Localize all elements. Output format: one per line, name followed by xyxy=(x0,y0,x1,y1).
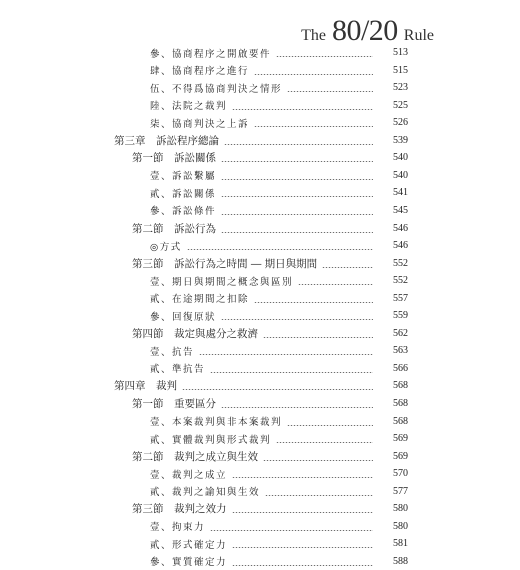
toc-entry-label: 貳、裁判之諭知與生效 xyxy=(150,487,261,499)
toc-subsection-entry xyxy=(0,483,520,500)
toc-subsection-entry xyxy=(0,237,520,254)
toc-dot-leader xyxy=(287,425,373,426)
toc-entry-label: 參、訴訟條件 xyxy=(150,206,217,218)
toc-subsection-entry xyxy=(0,518,520,535)
toc-entry-label: 貳、在途期間之扣除 xyxy=(150,294,250,306)
toc-page-number: 523 xyxy=(393,82,408,94)
toc-dot-leader xyxy=(210,372,373,373)
toc-page-number: 540 xyxy=(393,152,408,164)
toc-dot-leader xyxy=(263,460,373,461)
toc-dot-leader xyxy=(254,74,373,75)
toc-page-number: 566 xyxy=(393,362,408,374)
toc-page-number: 559 xyxy=(393,310,408,322)
toc-dot-leader xyxy=(232,512,373,513)
toc-page-number: 552 xyxy=(393,257,408,269)
logo-the: The xyxy=(301,27,326,44)
toc-entry-label: 第四節 裁定與處分之救濟 xyxy=(132,327,258,340)
toc-dot-leader xyxy=(210,530,373,531)
toc-dot-leader xyxy=(221,179,373,180)
toc-page-number: 515 xyxy=(393,64,408,76)
toc-dot-leader xyxy=(221,407,373,408)
toc-dot-leader xyxy=(254,302,373,303)
toc-entry-label: 參、協商程序之開啟要件 xyxy=(150,48,272,60)
toc-section-entry xyxy=(0,149,520,166)
toc-page-number: 588 xyxy=(393,555,408,567)
toc-dot-leader xyxy=(263,337,373,338)
toc-page-number: 563 xyxy=(393,345,408,357)
toc-entry-label: 第一節 重要區分 xyxy=(132,398,216,410)
logo-number: 80/20 xyxy=(331,14,398,47)
toc-page-number: 569 xyxy=(393,450,408,462)
toc-dot-leader xyxy=(232,109,373,110)
toc-dot-leader xyxy=(221,214,373,215)
toc-page-number: 552 xyxy=(393,275,408,287)
toc-subsection-entry xyxy=(0,430,520,447)
toc-dot-leader xyxy=(276,442,373,443)
toc-subsection-entry xyxy=(0,342,520,359)
toc-page-number: 545 xyxy=(393,204,408,216)
toc-dot-leader xyxy=(221,319,373,320)
toc-dot-leader xyxy=(187,249,373,250)
toc-page-number: 540 xyxy=(393,169,408,181)
toc-page-number: 580 xyxy=(393,520,408,532)
toc-entry-label: 伍、不得爲協商判決之情形 xyxy=(150,83,283,95)
toc-dot-leader xyxy=(322,267,373,268)
toc-chapter-entry xyxy=(0,377,520,394)
toc-subsection-entry xyxy=(0,167,520,184)
toc-dot-leader xyxy=(199,354,373,355)
toc-section-entry xyxy=(0,395,520,412)
toc-page-number: 568 xyxy=(393,398,408,409)
toc-entry-label: 壹、抗告 xyxy=(150,346,195,358)
toc-subsection-entry xyxy=(0,465,520,482)
toc-page-number: 581 xyxy=(393,538,408,550)
toc-page-number: 580 xyxy=(393,503,408,515)
book-title-logo xyxy=(301,14,434,48)
toc-entry-label: 參、實質確定力 xyxy=(150,557,228,569)
toc-dot-leader xyxy=(276,56,373,57)
toc-entry-label: 參、回復原狀 xyxy=(150,311,217,323)
toc-entry-label: 貳、訴訟關係 xyxy=(150,188,217,200)
toc-entry-label: 貳、實體裁判與形式裁判 xyxy=(150,434,272,446)
toc-page-number: 562 xyxy=(393,327,408,339)
toc-entry-label: 壹、裁判之成立 xyxy=(150,469,228,481)
toc-entry-label: 壹、訴訟繫屬 xyxy=(150,171,217,183)
toc-subsection-entry xyxy=(0,44,520,61)
toc-entry-label: ◎方式 xyxy=(150,241,182,253)
toc-entry-label: 第四章 裁判 xyxy=(114,380,177,393)
toc-section-entry xyxy=(0,220,520,237)
toc-entry-label: 壹、拘束力 xyxy=(150,522,206,534)
toc-subsection-entry xyxy=(0,272,520,289)
toc-subsection-entry xyxy=(0,184,520,201)
toc-subsection-entry xyxy=(0,114,520,131)
toc-dot-leader xyxy=(298,284,373,285)
toc-page-number: 525 xyxy=(393,99,408,111)
toc-subsection-entry xyxy=(0,553,520,570)
toc-dot-leader xyxy=(232,547,373,548)
toc-subsection-entry xyxy=(0,97,520,114)
toc-entry-label: 壹、本案裁判與非本案裁判 xyxy=(150,417,283,429)
toc-subsection-entry xyxy=(0,79,520,96)
toc-dot-leader xyxy=(232,565,373,566)
toc-page-number: 526 xyxy=(393,117,408,129)
toc-entry-label: 第三節 訴訟行為之時間 ― 期日與期間 xyxy=(132,257,318,270)
toc-page-number: 570 xyxy=(393,468,408,480)
toc-dot-leader xyxy=(265,495,373,496)
toc-entry-label: 肆、協商程序之進行 xyxy=(150,66,250,78)
toc-entry-label: 壹、期日與期間之概念與區別 xyxy=(150,276,294,288)
toc-entry-label: 柒、協商判決之上訴 xyxy=(150,118,250,130)
toc-page-number: 569 xyxy=(393,433,408,445)
toc-entry-label: 第二節 裁判之成立與生效 xyxy=(132,450,258,463)
toc-page-number: 546 xyxy=(393,222,408,234)
toc-page-number: 513 xyxy=(393,47,408,58)
toc-entry-label: 第三節 裁判之效力 xyxy=(132,503,227,516)
toc-subsection-entry xyxy=(0,307,520,324)
toc-subsection-entry xyxy=(0,535,520,552)
toc-entry-label: 第二節 訴訟行為 xyxy=(132,222,216,235)
toc-entry-label: 貳、準抗告 xyxy=(150,364,206,376)
toc-section-entry xyxy=(0,325,520,342)
toc-page-number: 557 xyxy=(393,292,408,304)
toc-page-number: 546 xyxy=(393,240,408,252)
toc-dot-leader xyxy=(232,477,373,478)
toc-entry-label: 陸、法院之裁判 xyxy=(150,101,228,113)
toc-chapter-entry xyxy=(0,132,520,149)
toc-entry-label: 貳、形式確定力 xyxy=(150,539,228,551)
toc-section-entry xyxy=(0,448,520,465)
toc-entry-label: 第三章 訴訟程序總論 xyxy=(114,134,219,147)
toc-dot-leader xyxy=(221,232,373,233)
toc-dot-leader xyxy=(221,196,373,197)
toc-section-entry xyxy=(0,500,520,517)
toc-dot-leader xyxy=(221,161,373,162)
toc-page-number: 539 xyxy=(393,134,408,146)
toc-page-number: 577 xyxy=(393,485,408,497)
toc-section-entry xyxy=(0,255,520,272)
toc-subsection-entry xyxy=(0,413,520,430)
toc-subsection-entry xyxy=(0,62,520,79)
toc-dot-leader xyxy=(224,144,373,145)
toc-dot-leader xyxy=(182,389,373,390)
toc-page-number: 568 xyxy=(393,415,408,427)
toc-dot-leader xyxy=(287,91,373,92)
toc-page-number: 541 xyxy=(393,187,408,199)
logo-rule: Rule xyxy=(403,27,434,44)
toc-page-number: 568 xyxy=(393,380,408,392)
toc-subsection-entry xyxy=(0,290,520,307)
toc-subsection-entry xyxy=(0,202,520,219)
toc-subsection-entry xyxy=(0,360,520,377)
toc-dot-leader xyxy=(254,126,373,127)
toc-entry-label: 第一節 訴訟關係 xyxy=(132,152,216,165)
